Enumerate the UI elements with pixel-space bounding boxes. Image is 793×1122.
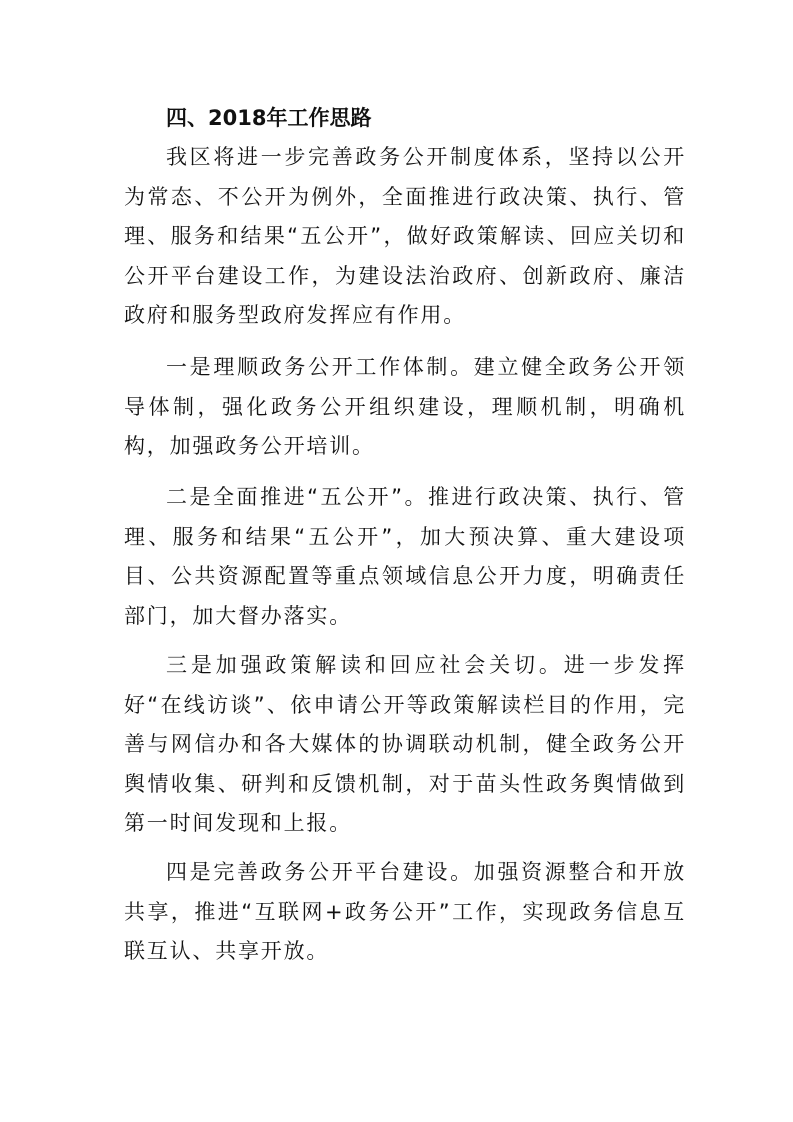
paragraph-item-4: 四是完善政务公开平台建设。加强资源整合和开放共享，推进“互联网+政务公开”工作，实现政务信息互联互认、共享开放。 [124,860,686,963]
paragraph-item-2: 二是全面推进“五公开”。推进行政决策、执行、管理、服务和结果“五公开”，加大预决算、重大建设项目、公共资源配置等重点领域信息公开力度，明确责任部门，加大督办落实。 [124,485,686,628]
paragraph-item-1: 一是理顺政务公开工作体制。建立健全政务公开领导体制，强化政务公开组织建设，理顺机制，明确机构，加强政务公开培训。 [124,355,686,458]
paragraph-item-3: 三是加强政策解读和回应社会关切。进一步发挥好“在线访谈”、依申请公开等政策解读栏目的作用，完善与网信办和各大媒体的协调联动机制，健全政务公开舆情收集、研判和反馈机制，对于苗头性政务舆情做到第一时间发现和上报。 [124,653,686,835]
paragraph-intro: 我区将进一步完善政务公开制度体系，坚持以公开为常态、不公开为例外，全面推进行政决策、执行、管理、服务和结果“五公开”，做好政策解读、回应关切和公开平台建设工作，为建设法治政府、创新政府、廉洁政府和服务型政府发挥应有作用。 [124,145,686,327]
section-heading: 四、2018年工作思路 [166,106,372,130]
